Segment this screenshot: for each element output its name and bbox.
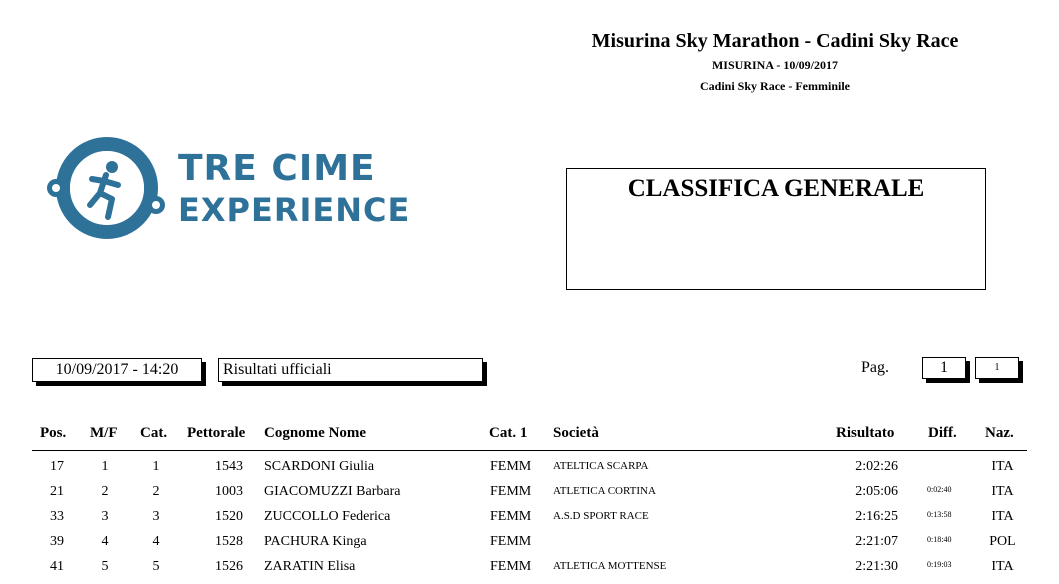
cell-club: A.S.D SPORT RACE [553,510,649,522]
table-row [0,484,1059,509]
header-name: Cognome Nome [264,425,367,441]
cell-cat1: FEMM [490,459,532,474]
page-label: Pag. [861,359,889,376]
cell-pos: 39 [50,534,64,549]
cell-nation: ITA [991,559,1014,574]
cell-bib: 1003 [215,484,243,499]
cell-bib: 1543 [215,459,243,474]
header-cat: Cat. [140,425,168,441]
logo-line1: TRE CIME [178,148,376,189]
cell-pos: 17 [50,459,64,474]
cell-nation: ITA [991,484,1014,499]
runner-icon [46,133,168,243]
header-mf: M/F [90,425,118,441]
cell-name: SCARDONI Giulia [264,459,375,474]
cell-cat: 5 [152,559,160,574]
header-cat1: Cat. 1 [489,425,528,441]
status-box: Risultati ufficiali [218,358,483,382]
cell-cat1: FEMM [490,484,532,499]
cell-bib: 1520 [215,509,243,524]
race-category: Cadini Sky Race - Femminile [700,79,850,93]
table-row [0,509,1059,534]
place-date: MISURINA - 10/09/2017 [711,58,838,72]
page-total-box: 1 [975,357,1019,379]
cell-bib: 1526 [215,559,243,574]
event-title: Misurina Sky Marathon - Cadini Sky Race [591,30,959,52]
cell-diff: 0:13:58 [927,510,952,519]
cell-mf: 1 [101,459,109,474]
cell-cat: 1 [152,459,160,474]
cell-result: 2:21:07 [855,534,898,549]
cell-result: 2:02:26 [855,459,898,474]
page-number-box: 1 [922,357,966,379]
cell-diff: 0:18:40 [927,535,952,544]
cell-result: 2:05:06 [855,484,898,499]
cell-club: ATLETICA MOTTENSE [553,560,667,572]
cell-name: PACHURA Kinga [264,534,367,549]
cell-mf: 3 [101,509,109,524]
cell-mf: 2 [101,484,109,499]
cell-nation: ITA [991,509,1014,524]
cell-name: ZARATIN Elisa [264,559,356,574]
cell-diff: 0:19:03 [927,560,952,569]
cell-cat: 3 [152,509,160,524]
table-row [0,559,1059,584]
cell-result: 2:21:30 [855,559,898,574]
cell-name: ZUCCOLLO Federica [264,509,391,524]
cell-pos: 21 [50,484,64,499]
cell-cat1: FEMM [490,534,532,549]
table-row [0,534,1059,559]
header-divider [32,450,1027,451]
header-diff: Diff. [928,425,957,441]
cell-mf: 5 [101,559,109,574]
header-pos: Pos. [40,425,67,441]
classifica-title: CLASSIFICA GENERALE [627,175,925,202]
cell-mf: 4 [101,534,109,549]
cell-cat1: FEMM [490,559,532,574]
cell-nation: POL [989,534,1016,549]
cell-cat: 2 [152,484,160,499]
header-result: Risultato [836,425,895,441]
cell-club: ATELTICA SCARPA [553,460,649,472]
cell-pos: 33 [50,509,64,524]
cell-club: ATLETICA CORTINA [553,485,656,497]
header-nation: Naz. [985,425,1014,441]
header-bib: Pettorale [187,425,246,441]
header-club: Società [553,425,599,441]
cell-cat1: FEMM [490,509,532,524]
cell-cat: 4 [152,534,160,549]
datetime-box: 10/09/2017 - 14:20 [32,358,202,382]
cell-result: 2:16:25 [855,509,898,524]
cell-pos: 41 [50,559,64,574]
table-row [0,459,1059,484]
classifica-box [566,168,986,290]
logo-line2: EXPERIENCE [178,191,411,229]
cell-bib: 1528 [215,534,243,549]
cell-diff: 0:02:40 [927,485,952,494]
cell-name: GIACOMUZZI Barbara [264,484,401,499]
cell-nation: ITA [991,459,1014,474]
